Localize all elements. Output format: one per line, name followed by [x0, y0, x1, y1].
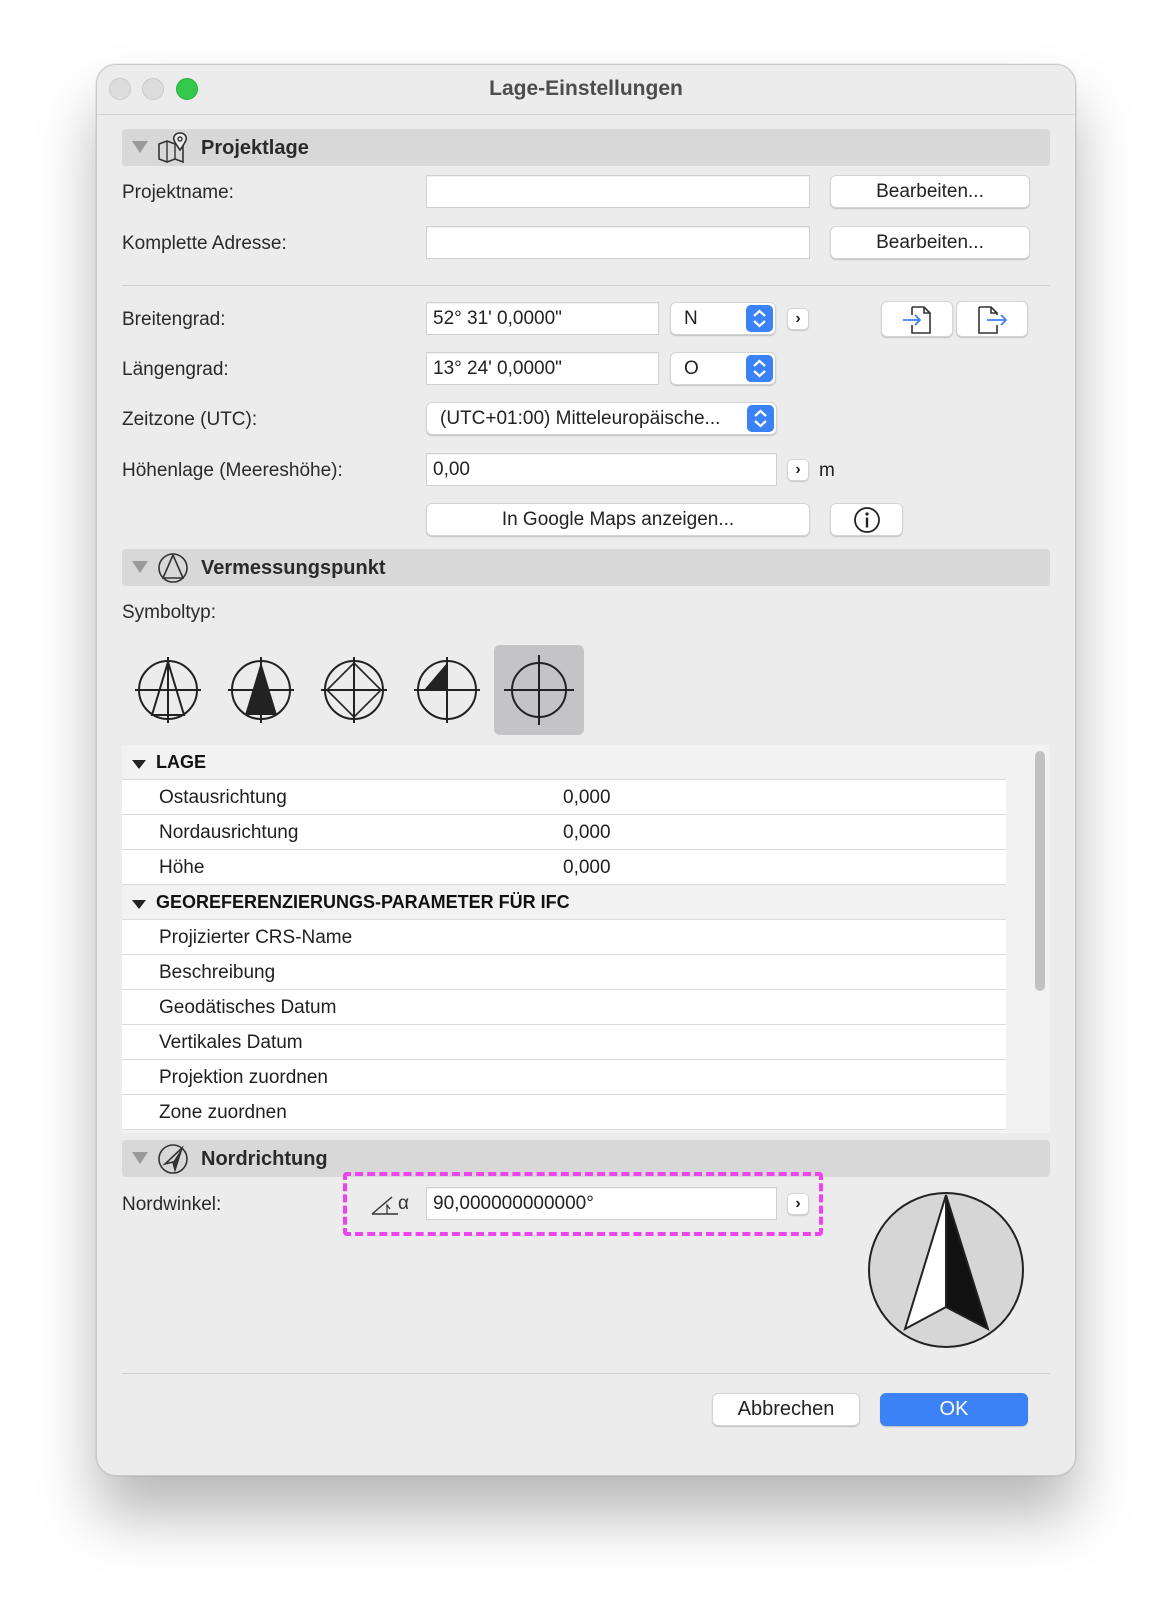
survey-symbol-triangle-icon: [123, 645, 213, 735]
hoehenlage-label: Höhenlage (Meereshöhe):: [122, 460, 343, 481]
row-label: Ostausrichtung: [159, 787, 287, 808]
collapse-triangle-icon[interactable]: [132, 141, 148, 153]
survey-symbol-crosshair-icon: [309, 645, 399, 735]
table-row[interactable]: [122, 1060, 1006, 1095]
table-row[interactable]: [122, 1095, 1006, 1130]
settings-dialog: [96, 64, 1076, 1476]
updown-stepper-icon[interactable]: [746, 305, 773, 332]
ok-button[interactable]: OK: [880, 1393, 1028, 1426]
highlight-annotation: [343, 1172, 823, 1236]
symbol-type-5-button[interactable]: [494, 645, 584, 735]
window-title: Lage-Einstellungen: [489, 77, 683, 100]
zeitzone-label: Zeitzone (UTC):: [122, 409, 258, 430]
table-row[interactable]: [122, 1025, 1006, 1060]
export-location-button[interactable]: [956, 301, 1028, 337]
row-label: Projektion zuordnen: [159, 1067, 328, 1088]
disclosure-triangle-icon[interactable]: [132, 760, 146, 769]
title-bar: [97, 65, 1075, 115]
nordwinkel-input[interactable]: 90,000000000000°: [426, 1187, 777, 1220]
export-file-icon: [975, 303, 1009, 337]
adresse-input[interactable]: [426, 226, 810, 259]
survey-point-icon: [156, 551, 190, 585]
breitengrad-label: Breitengrad:: [122, 309, 226, 330]
info-button[interactable]: [830, 503, 903, 536]
row-label: Projizierter CRS-Name: [159, 927, 353, 948]
tree-group-title: GEOREFERENZIERUNGS-PARAMETER FÜR IFC: [156, 892, 570, 912]
table-row[interactable]: [122, 815, 1006, 850]
zeitzone-select[interactable]: [426, 402, 777, 435]
divider: [122, 1373, 1050, 1374]
survey-symbol-filled-triangle-icon: [216, 645, 306, 735]
breitengrad-direction-select[interactable]: [670, 302, 776, 335]
symbol-type-1-button[interactable]: [123, 645, 213, 735]
edit-adresse-button[interactable]: Bearbeiten...: [830, 226, 1030, 259]
tree-group-lage[interactable]: [122, 745, 1006, 780]
projektname-input[interactable]: [426, 175, 810, 208]
symbol-type-2-button[interactable]: [216, 645, 306, 735]
breitengrad-expand-button[interactable]: ›: [787, 308, 809, 330]
zeitzone-value: (UTC+01:00) Mitteleuropäische...: [440, 408, 721, 429]
row-label: Nordausrichtung: [159, 822, 299, 843]
projektname-label: Projektname:: [122, 182, 234, 203]
row-label: Beschreibung: [159, 962, 276, 983]
divider: [122, 285, 1050, 286]
symbol-type-3-button[interactable]: [309, 645, 399, 735]
section-title: Vermessungspunkt: [201, 557, 386, 579]
row-value[interactable]: 0,000: [563, 822, 611, 843]
laengengrad-label: Längengrad:: [122, 359, 229, 380]
tree-group-georeferenzierung[interactable]: [122, 885, 1006, 920]
collapse-triangle-icon[interactable]: [132, 561, 148, 573]
table-row[interactable]: [122, 780, 1006, 815]
north-arrow-icon: [867, 1191, 1025, 1349]
row-value[interactable]: 0,000: [563, 787, 611, 808]
section-header-projektlage[interactable]: [122, 129, 1050, 166]
cancel-button[interactable]: Abbrechen: [712, 1393, 860, 1426]
table-row[interactable]: [122, 990, 1006, 1025]
tree-group-title: LAGE: [156, 752, 207, 772]
laengengrad-direction-value: O: [684, 358, 699, 379]
hoehenlage-unit: m: [819, 460, 835, 481]
import-location-button[interactable]: [881, 301, 953, 337]
table-row[interactable]: [122, 920, 1006, 955]
import-file-icon: [900, 303, 934, 337]
scrollbar-thumb[interactable]: [1035, 751, 1045, 991]
row-label: Zone zuordnen: [159, 1102, 287, 1123]
row-label: Vertikales Datum: [159, 1032, 303, 1053]
updown-stepper-icon[interactable]: [747, 405, 774, 432]
symboltyp-label: Symboltyp:: [122, 602, 216, 623]
survey-parameter-tree: [122, 745, 1030, 1133]
breitengrad-input[interactable]: 52° 31' 0,0000": [426, 302, 659, 335]
info-icon: [853, 506, 881, 534]
row-label: Geodätisches Datum: [159, 997, 337, 1018]
nordwinkel-label: Nordwinkel:: [122, 1194, 222, 1215]
disclosure-triangle-icon[interactable]: [132, 900, 146, 909]
nordwinkel-expand-button[interactable]: ›: [787, 1193, 809, 1215]
adresse-label: Komplette Adresse:: [122, 233, 287, 254]
survey-symbol-target-icon: [494, 645, 584, 735]
row-value[interactable]: 0,000: [563, 857, 611, 878]
laengengrad-input[interactable]: 13° 24' 0,0000": [426, 352, 659, 385]
hoehenlage-expand-button[interactable]: ›: [787, 459, 809, 481]
google-maps-button[interactable]: In Google Maps anzeigen...: [426, 503, 810, 536]
survey-symbol-quadrant-icon: [402, 645, 492, 735]
north-compass-preview[interactable]: [867, 1191, 1025, 1349]
table-row[interactable]: [122, 850, 1006, 885]
north-direction-icon: [156, 1142, 190, 1176]
table-row[interactable]: [122, 955, 1006, 990]
row-label: Höhe: [159, 857, 205, 878]
collapse-triangle-icon[interactable]: [132, 1152, 148, 1164]
hoehenlage-input[interactable]: 0,00: [426, 453, 777, 486]
edit-projektname-button[interactable]: Bearbeiten...: [830, 175, 1030, 208]
updown-stepper-icon[interactable]: [746, 355, 773, 382]
laengengrad-direction-select[interactable]: [670, 352, 776, 385]
section-header-vermessungspunkt[interactable]: [122, 549, 1050, 586]
angle-alpha: α: [398, 1193, 409, 1214]
symbol-type-4-button[interactable]: [402, 645, 492, 735]
section-title: Nordrichtung: [201, 1148, 328, 1170]
breitengrad-direction-value: N: [684, 308, 698, 329]
map-pin-icon: [156, 131, 192, 165]
section-title: Projektlage: [201, 137, 309, 159]
